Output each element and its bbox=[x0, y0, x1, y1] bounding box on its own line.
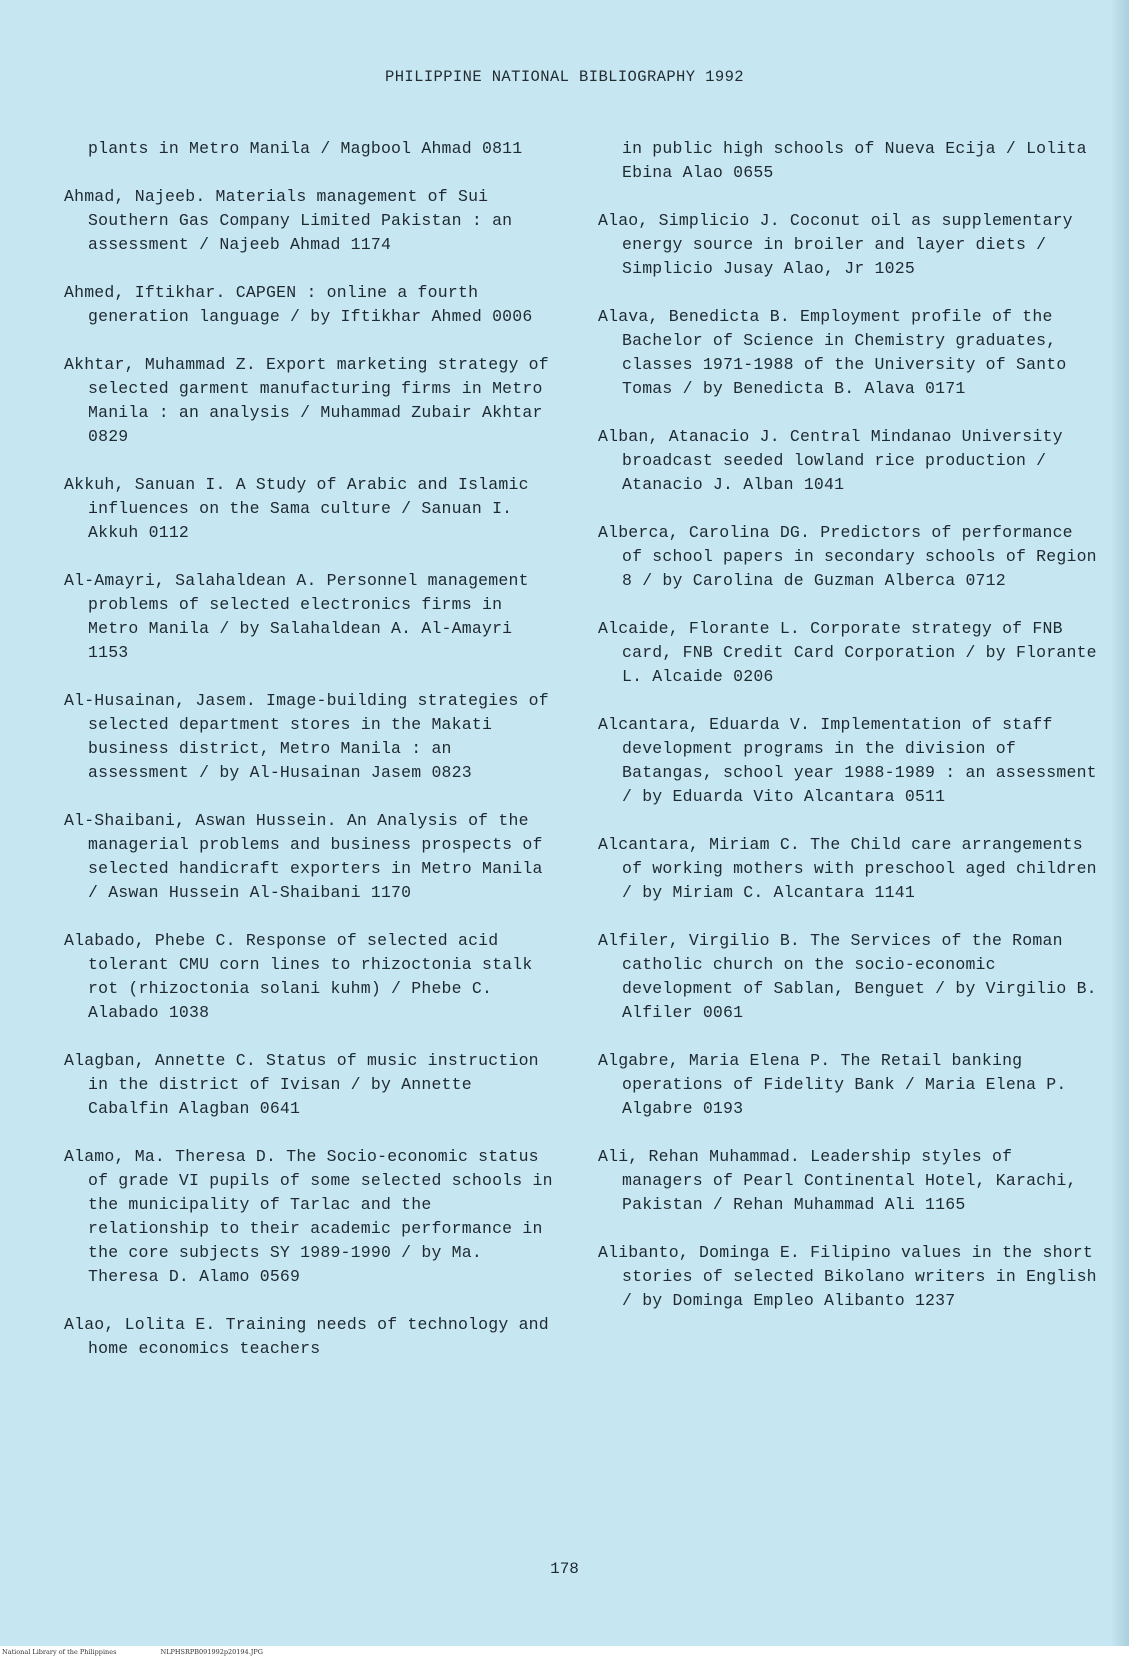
left-column bbox=[64, 137, 559, 1361]
bibliography-entry: Alcantara, Eduarda V. Implementation of staff development programs in the division of Batangas, school year 1988-1989 : an assessment / by Eduarda Vito Alcantara 0511 bbox=[598, 715, 1097, 806]
bibliography-entry: Ahmed, Iftikhar. CAPGEN : online a fourth generation language / by Iftikhar Ahmed 0006 bbox=[64, 283, 533, 326]
bibliography-entry: Akhtar, Muhammad Z. Export marketing strategy of selected garment manufacturing firms in Metro Manila : an analysis / Muhammad Zubair Akhtar 0829 bbox=[64, 355, 549, 446]
bibliography-entry: Alabado, Phebe C. Response of selected acid tolerant CMU corn lines to rhizoctonia stalk rot (rhizoctonia solani kuhm) / Phebe C. Alabado 1038 bbox=[64, 931, 533, 1022]
bibliography-entry: Alibanto, Dominga E. Filipino values in the short stories of selected Bikolano writers in English / by Dominga Empleo Alibanto 1237 bbox=[598, 1243, 1097, 1310]
bibliography-entry: Ali, Rehan Muhammad. Leadership styles of managers of Pearl Continental Hotel, Karachi, Pakistan / Rehan Muhammad Ali 1165 bbox=[598, 1147, 1077, 1214]
running-head: PHILIPPINE NATIONAL BIBLIOGRAPHY 1992 bbox=[385, 68, 744, 86]
page-number: 178 bbox=[550, 1560, 579, 1578]
bibliography-entry: Alfiler, Virgilio B. The Services of the Roman catholic church on the socio-economic development of Sablan, Benguet / by Virgilio B. Alfiler 0061 bbox=[598, 931, 1097, 1022]
bibliography-entry: Alava, Benedicta B. Employment profile of the Bachelor of Science in Chemistry graduates, classes 1971-1988 of the University of Santo Tomas / by Benedicta B. Alava 0171 bbox=[598, 307, 1067, 398]
library-credit: National Library of the Philippines bbox=[2, 1648, 117, 1656]
bibliography-entry: in public high schools of Nueva Ecija / Lolita Ebina Alao 0655 bbox=[622, 139, 1087, 182]
bibliography-entry: Ahmad, Najeeb. Materials management of Sui Southern Gas Company Limited Pakistan : an assessment / Najeeb Ahmad 1174 bbox=[64, 187, 513, 254]
bibliography-entry: Akkuh, Sanuan I. A Study of Arabic and Islamic influences on the Sama culture / Sanuan I. Akkuh 0112 bbox=[64, 475, 529, 542]
bibliography-entry: Al-Amayri, Salahaldean A. Personnel management problems of selected electronics firms in Metro Manila / by Salahaldean A. Al-Amayri 1153 bbox=[64, 571, 529, 662]
bibliography-entry: Alamo, Ma. Theresa D. The Socio-economic status of grade VI pupils of some selected schools in the municipality of Tarlac and the relationship to their academic performance in the core subjects SY 1989-1990 / by Ma. Theresa D. Alamo 0569 bbox=[64, 1147, 553, 1286]
page-edge-shadow bbox=[1111, 0, 1129, 1650]
bibliography-entry: Alberca, Carolina DG. Predictors of performance of school papers in secondary schools of Region 8 / by Carolina de Guzman Alberca 0712 bbox=[598, 523, 1097, 590]
file-id: NLPHSRPB091992p20194.JPG bbox=[160, 1648, 263, 1656]
right-column bbox=[598, 137, 1098, 1313]
bibliography-entry: Alao, Lolita E. Training needs of technology and home economics teachers bbox=[64, 1315, 549, 1358]
bibliography-entry: Alagban, Annette C. Status of music instruction in the district of Ivisan / by Annette Cabalfin Alagban 0641 bbox=[64, 1051, 539, 1118]
bibliography-entry: Al-Husainan, Jasem. Image-building strategies of selected department stores in the Makati business district, Metro Manila : an assessment / by Al-Husainan Jasem 0823 bbox=[64, 691, 549, 782]
bibliography-entry: Alban, Atanacio J. Central Mindanao University broadcast seeded lowland rice production / Atanacio J. Alban 1041 bbox=[598, 427, 1063, 494]
bibliography-entry: Al-Shaibani, Aswan Hussein. An Analysis of the managerial problems and business prospects of selected handicraft exporters in Metro Manila / Aswan Hussein Al-Shaibani 1170 bbox=[64, 811, 543, 902]
bibliography-entry: Alao, Simplicio J. Coconut oil as supplementary energy source in broiler and layer diets / Simplicio Jusay Alao, Jr 1025 bbox=[598, 211, 1073, 278]
bibliography-entry: Alcantara, Miriam C. The Child care arrangements of working mothers with preschool aged children / by Miriam C. Alcantara 1141 bbox=[598, 835, 1097, 902]
bibliography-entry: Algabre, Maria Elena P. The Retail banking operations of Fidelity Bank / Maria Elena P. Algabre 0193 bbox=[598, 1051, 1067, 1118]
scan-footer bbox=[0, 1646, 1129, 1658]
bibliography-entry: plants in Metro Manila / Magbool Ahmad 0811 bbox=[88, 139, 523, 158]
bibliography-entry: Alcaide, Florante L. Corporate strategy of FNB card, FNB Credit Card Corporation / by Florante L. Alcaide 0206 bbox=[598, 619, 1097, 686]
